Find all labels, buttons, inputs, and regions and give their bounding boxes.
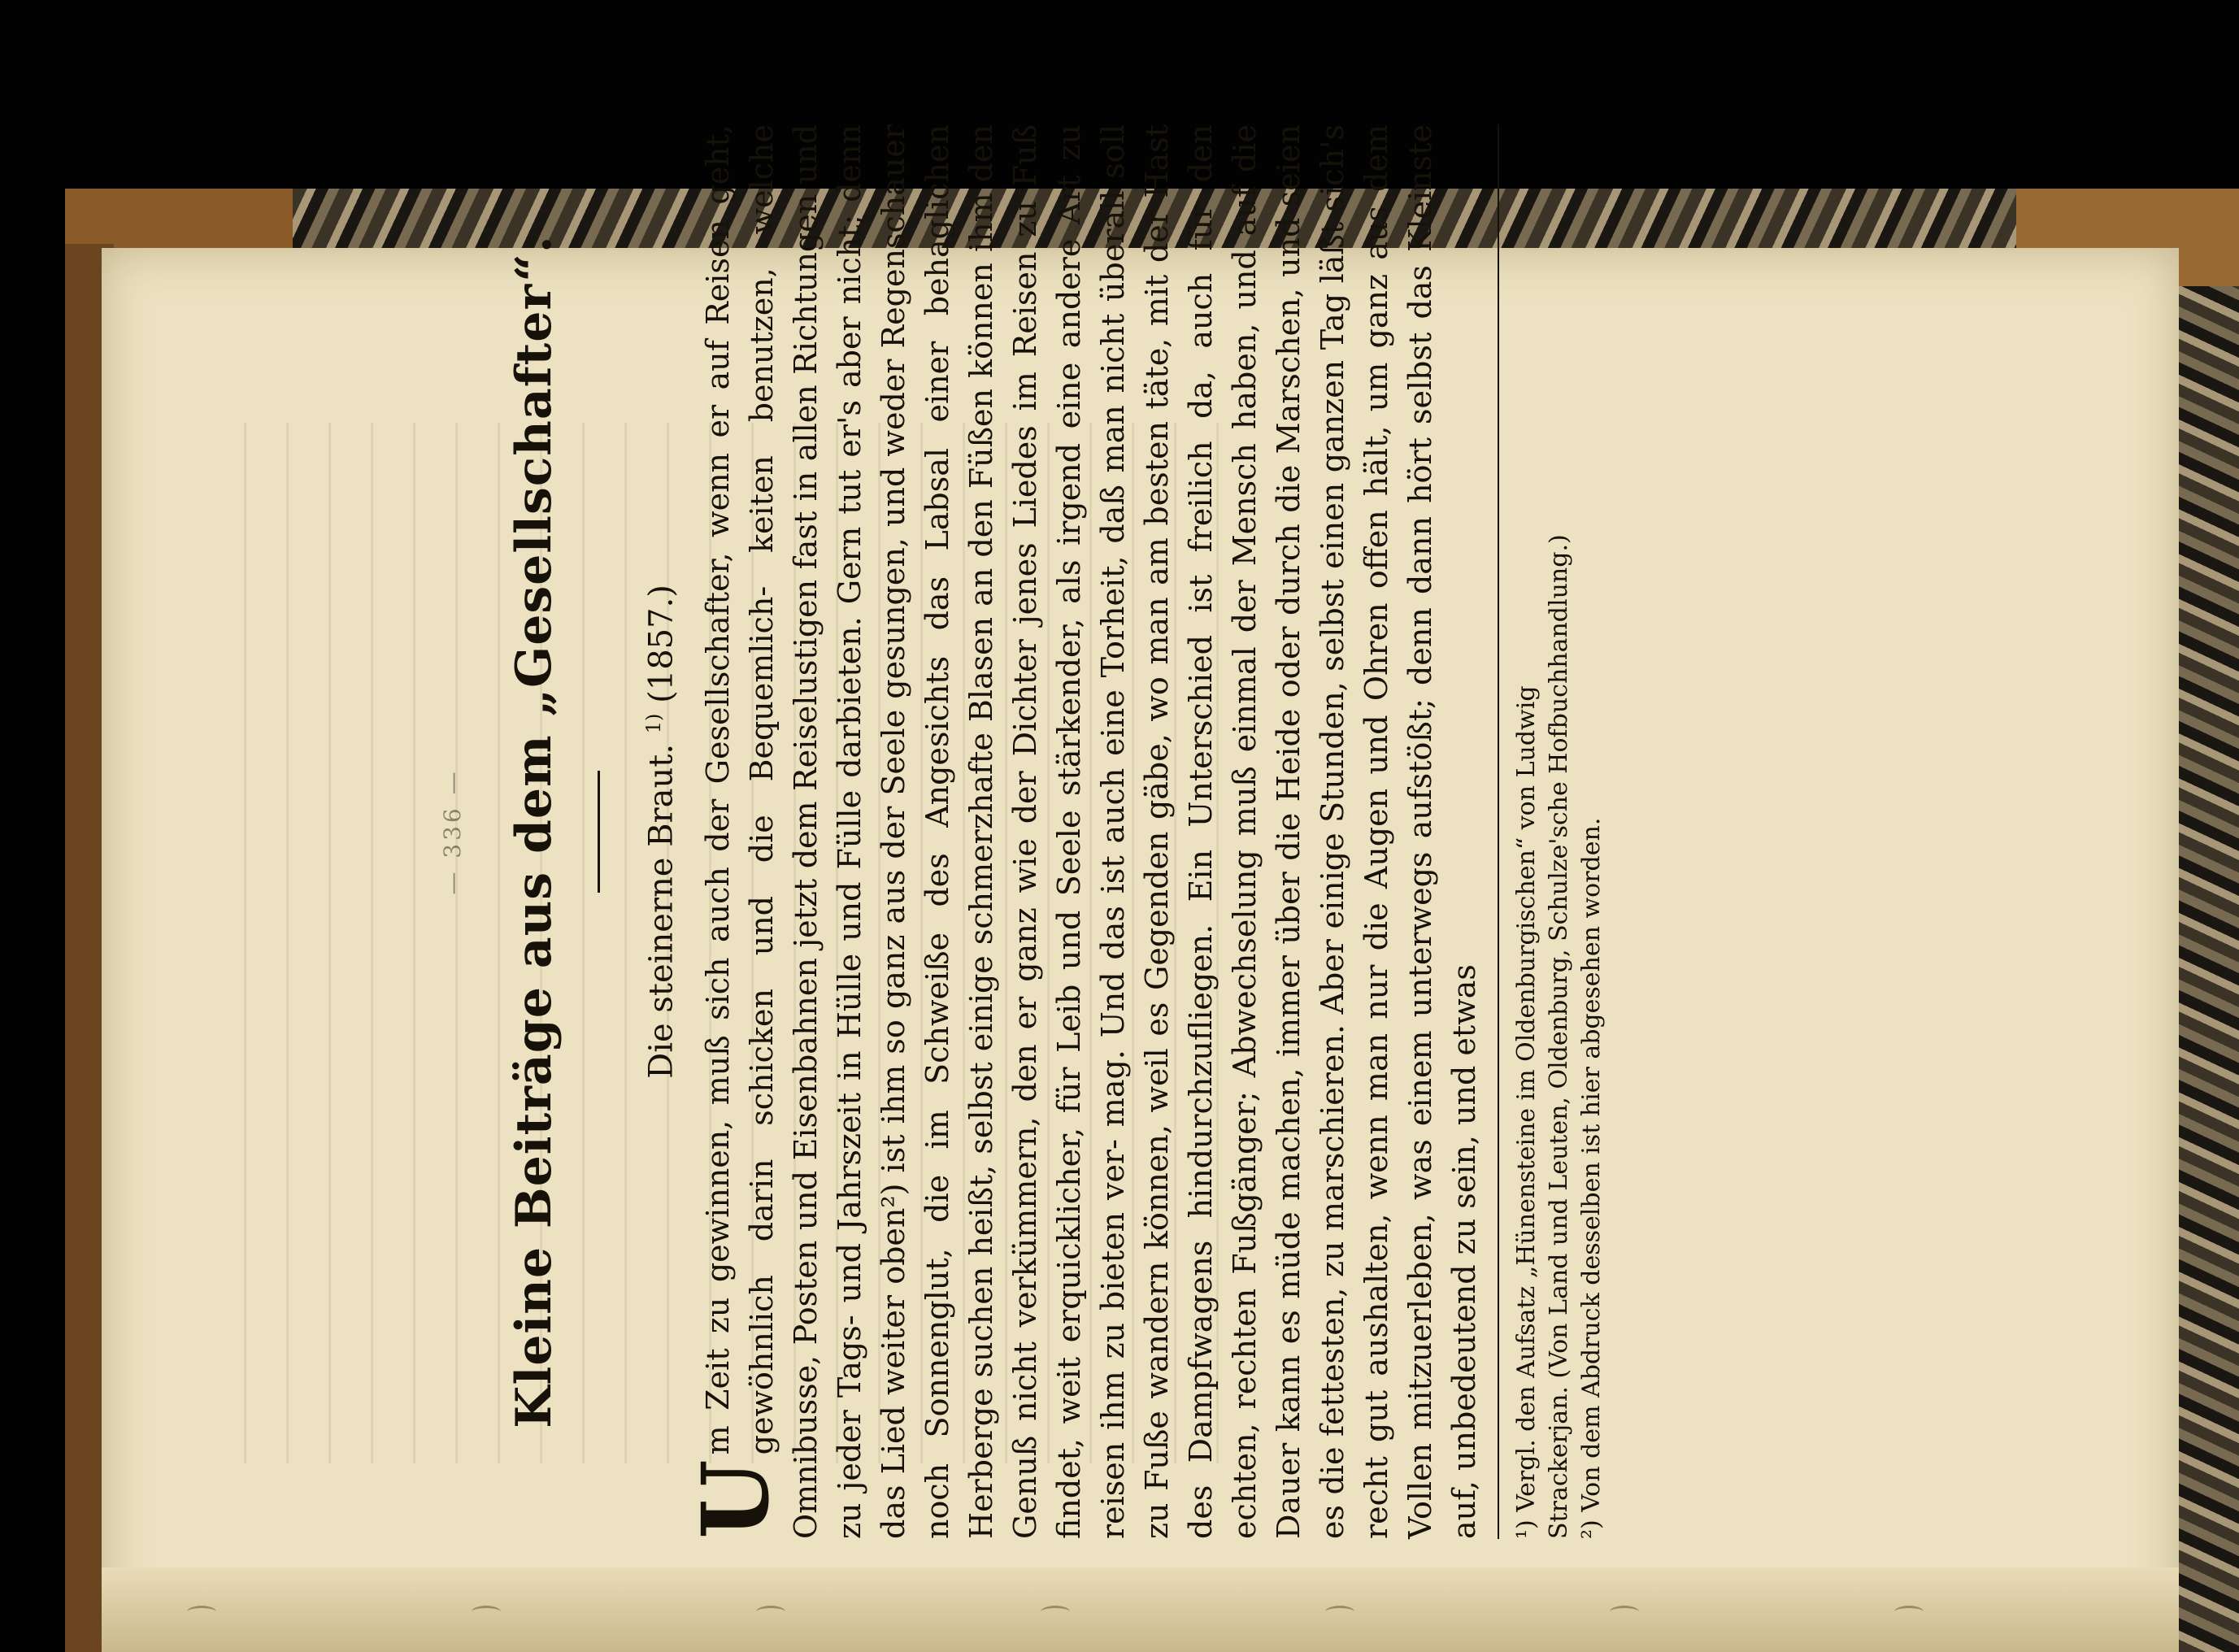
text-line: dem Vollen mitzuerleben, was einem unterwegs aufstößt; denn [1359, 124, 1438, 1539]
paragraph [683, 124, 1486, 1539]
section-year: (1857.) [642, 585, 680, 703]
footnote: ²) Von dem Abdruck desselben ist hier abgesehen worden. [1577, 817, 1606, 1539]
text-line: stärkender, als irgend eine andere Art zu reisen ihm zu bieten ver- [1051, 124, 1131, 1539]
binding-stitch [1894, 1606, 1924, 1618]
text-line: kann es müde machen, immer über die Heide oder durch die [1271, 454, 1306, 1432]
text-line: zu Fuße wandern können, weil es Gegenden gäbe, wo man am [1139, 525, 1175, 1539]
section-title: Die steinerne Braut. [642, 743, 680, 1079]
footnote: ¹) Vergl. den Aufsatz „Hünensteine im Oldenburgischen“ von Ludwig [1512, 685, 1541, 1539]
text-line: auf Reisen geht, gewöhnlich darin schicken und die Bequemlich- [700, 124, 780, 1455]
text-line: und weder Regenschauer noch Sonnenglut, die im Schweiße des [876, 124, 955, 1539]
binding-stitch [1041, 1606, 1070, 1618]
text-line: nicht verkümmern, den er ganz wie der Dichter jenes Liedes im [1007, 357, 1043, 1421]
text-line: Jahrszeit in Hülle und Fülle darbieten. Gern tut er's aber nicht; [832, 202, 867, 1231]
text-line: Angesichts das Labsal einer behaglichen Herberge suchen heißt, selbst [920, 124, 999, 1539]
text-line: dann hört selbst das Kleinste auf, unbedeutend zu sein, und etwas [1402, 124, 1482, 1539]
page-text-block [437, 124, 1606, 1539]
text-line: keiten benutzen, welche Omnibusse, Posten und Eisenbahnen jetzt dem [744, 124, 824, 1539]
binding-stitch [756, 1606, 785, 1618]
title-divider [598, 771, 600, 893]
text-line: Marschen, und seien es die fettesten, zu marschieren. Aber einige [1271, 124, 1350, 1539]
text-line: Reiselustigen fast in allen Richtungen und zu jeder Tags- und [788, 124, 867, 1539]
page-gutter [102, 1567, 2179, 1652]
footnote: Strackerjan. (Von Land und Leuten, Oldenburg, Schulze'sche Hofbuchhandlung.) [1545, 534, 1573, 1539]
text-line: Reisen zu Fuß findet, weit erquicklicher, für Leib und Seele [1007, 124, 1087, 1539]
page-number: — 336 — [439, 768, 466, 895]
drop-cap: U [683, 1459, 789, 1539]
marbled-board-right [2179, 244, 2239, 1652]
text-line: m Zeit zu gewinnen, muß sich auch der Gesellschafter, wenn er [700, 389, 736, 1455]
text-line: besten täte, mit der Hast des Dampfwagens hindurchzufliegen. Ein [1139, 124, 1219, 1539]
text-line: mag. Und das ist auch eine Torheit, daß man nicht überall soll [1095, 124, 1131, 1128]
text-line: denn das Lied weiter oben²) ist ihm so ganz aus der Seele gesungen, [832, 124, 911, 1539]
body-text [683, 124, 1486, 1539]
text-line: Unterschied ist freilich da, auch für den echten, rechten Fußgänger; [1183, 124, 1263, 1539]
footnote-mark: 1) [642, 713, 665, 734]
binding-stitch [472, 1606, 501, 1618]
binding-stitch [187, 1606, 216, 1618]
section-heading [631, 124, 680, 1539]
binding-stitch [1610, 1606, 1639, 1618]
text-line: Stunden, selbst einen ganzen Tag läßt sich's recht gut aushalten, [1315, 124, 1394, 1539]
text-line: Abwechselung muß einmal der Mensch haben, und auf die Dauer [1227, 124, 1306, 1539]
text-line: einige schmerzhafte Blasen an den Füßen können ihm den Genuß [963, 124, 1043, 1539]
footnotes [1511, 124, 1608, 1539]
page-title: Kleine Beiträge aus dem „Gesellschafter“. [506, 235, 563, 1428]
text-line: wenn man nur die Augen und Ohren offen hält, um ganz aus [1359, 191, 1394, 1200]
binding-stitch [1325, 1606, 1354, 1618]
footnote-rule [1498, 124, 1499, 1539]
